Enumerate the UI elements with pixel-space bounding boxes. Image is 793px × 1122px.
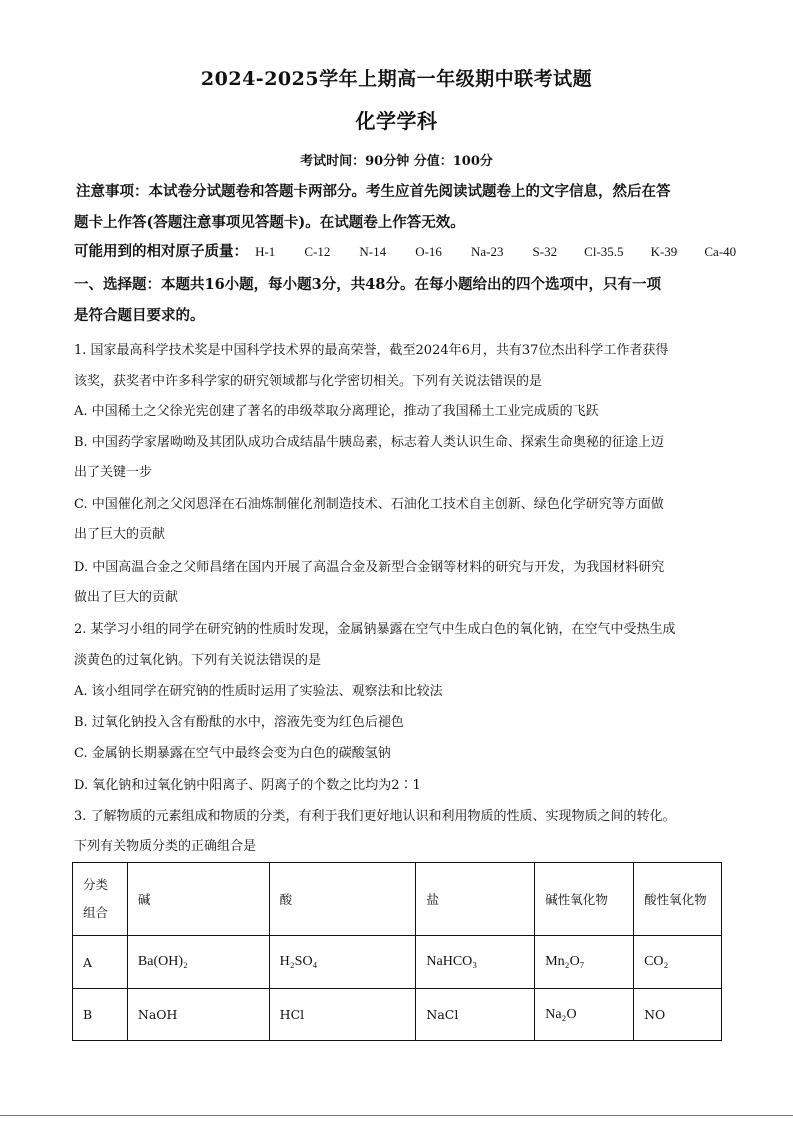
mass-item: O-16 [415,244,442,259]
corner-label-bottom: 组合 [83,905,109,920]
atomic-masses-label: 可能用到的相对原子质量： [74,243,248,260]
q1-option-d-line-1: D. 中国高温合金之父师昌绪在国内开展了高温合金及新型合金钢等材料的研究与开发，为我国材料研究 [74,560,665,575]
q2-stem-line-1: 2. 某学习小组的同学在研究钠的性质时发现，金属钠暴露在空气中生成白色的氧化钠，在空气中受热生成 [74,622,676,637]
mass-item: C-12 [304,244,331,259]
q1-option-c-line-2: 出了巨大的贡献 [74,527,166,542]
row-label: B [73,989,128,1041]
q1-stem-line-1: 1. 国家最高科学技术奖是中国科学技术界的最高荣誉，截至2024年6月，共有37位杰出科学工作者获得 [74,343,669,358]
section-heading-line-2: 是符合题目要求的。 [74,307,205,324]
header-base: 碱 [127,863,269,936]
table-row [73,936,722,989]
subject-title: 化学学科 [355,109,438,133]
header-basic-oxide: 碱性氧化物 [535,863,634,936]
cell-acidic-oxide: CO₂ [634,936,722,989]
header-acid: 酸 [269,863,416,936]
table-corner-cell [73,863,128,936]
row-label: A [73,936,128,989]
mass-item: H-1 [255,244,276,259]
q2-option-a: A. 该小组同学在研究钠的性质时运用了实验法、观察法和比较法 [74,684,443,699]
table-header-row [73,863,722,936]
q3-stem-line-2: 下列有关物质分类的正确组合是 [74,839,257,854]
cell-basic-oxide: Mn₂O₇ [535,936,634,989]
cell-basic-oxide: Na₂O [535,989,634,1041]
cell-salt: NaHCO₃ [416,936,535,989]
notice-line-1: 注意事项：本试卷分试题卷和答题卡两部分。考生应首先阅读试题卷上的文字信息，然后在答 [76,183,671,200]
corner-label-top: 分类 [83,877,109,892]
header-salt: 盐 [416,863,535,936]
cell-salt: NaCl [416,989,535,1041]
table-row [73,989,722,1041]
mass-item: N-14 [359,244,387,259]
exam-title: 2024-2025学年上期高一年级期中联考试题 [200,68,593,90]
cell-acidic-oxide: NO [634,989,722,1041]
atomic-masses [74,240,736,261]
cell-base: Ba(OH)₂ [127,936,269,989]
q1-option-c-line-1: C. 中国催化剂之父闵恩泽在石油炼制催化剂制造技术、石油化工技术自主创新、绿色化学研究等方面做 [74,497,664,512]
mass-item: K-39 [650,244,678,259]
cell-acid: HCl [269,989,416,1041]
q1-stem-line-2: 该奖，获奖者中许多科学家的研究领域都与化学密切相关。下列有关说法错误的是 [74,374,543,389]
q2-option-c: C. 金属钠长期暴露在空气中最终会变为白色的碳酸氢钠 [74,746,391,761]
q2-option-b: B. 过氧化钠投入含有酚酞的水中，溶液先变为红色后褪色 [74,715,404,730]
q1-option-d-line-2: 做出了巨大的贡献 [74,590,179,605]
q3-stem-line-1: 3. 了解物质的元素组成和物质的分类，有利于我们更好地认识和利用物质的性质、实现物质之间的转化。 [74,809,676,824]
q2-option-d: D. 氧化钠和过氧化钠中阳离子、阴离子的个数之比均为2∶1 [74,778,421,793]
page-bottom-rule [0,1115,793,1116]
notice-line-2: 题卡上作答(答题注意事项见答题卡)。在试题卷上作答无效。 [74,214,465,231]
header-acidic-oxide: 酸性氧化物 [634,863,722,936]
mass-item: Cl-35.5 [584,244,624,259]
q2-stem-line-2: 淡黄色的过氧化钠。下列有关说法错误的是 [74,653,322,668]
q1-option-a: A. 中国稀土之父徐光宪创建了著名的串级萃取分离理论，推动了我国稀土工业完成质的飞跃 [74,404,599,419]
cell-base: NaOH [127,989,269,1041]
mass-item: S-32 [532,244,558,259]
q1-option-b-line-2: 出了关键一步 [74,465,153,480]
mass-item: Ca-40 [704,244,737,259]
exam-info: 考试时间：90分钟 分值：100分 [300,154,493,169]
q1-option-b-line-1: B. 中国药学家屠呦呦及其团队成功合成结晶牛胰岛素，标志着人类认识生命、探索生命奥秘的征途上迈 [74,435,664,450]
classification-table [72,862,722,1041]
mass-item: Na-23 [470,244,504,259]
section-heading-line-1: 一、选择题：本题共16小题，每小题3分，共48分。在每小题给出的四个选项中，只有一项 [74,276,661,293]
cell-acid: H₂SO₄ [269,936,416,989]
